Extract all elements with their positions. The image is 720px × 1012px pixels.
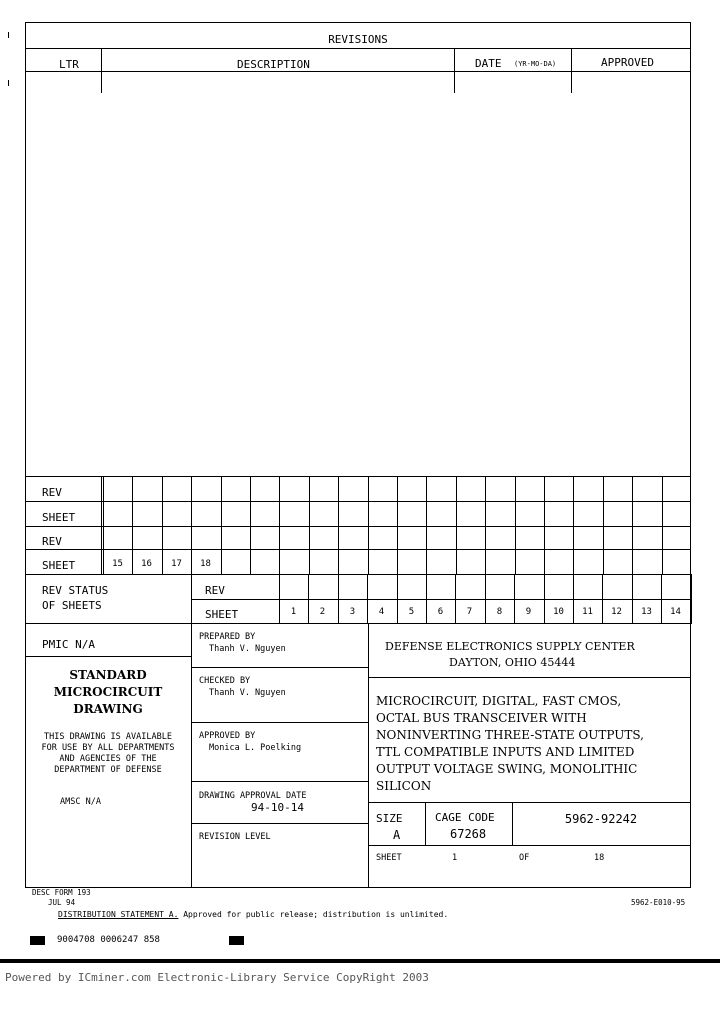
revisions-title: REVISIONS	[328, 33, 388, 46]
approval-date: 94-10-14	[251, 801, 304, 814]
col-date-format: (YR-MO-DA)	[514, 60, 557, 68]
title-line-5: OUTPUT VOLTAGE SWING, MONOLITHIC	[376, 762, 638, 776]
approved-label: APPROVED BY	[199, 731, 256, 741]
grid-line	[573, 476, 574, 574]
grid-line	[485, 476, 486, 574]
amsc: AMSC N/A	[60, 797, 101, 807]
grid-line	[632, 476, 633, 574]
sheet-number: 8	[496, 607, 503, 617]
sheet-number: 7	[466, 607, 473, 617]
sheet-number: 5	[408, 607, 415, 617]
grid-line	[515, 476, 516, 574]
sheet-number: 2	[319, 607, 326, 617]
cage-value: 67268	[450, 827, 487, 841]
grid-line	[309, 476, 310, 574]
sheet-number: 12	[611, 607, 622, 617]
col-approved: APPROVED	[601, 56, 654, 69]
col-description: DESCRIPTION	[237, 58, 310, 71]
sheet-number: 4	[378, 607, 385, 617]
grid-line	[603, 476, 604, 574]
microcircuit-title: MICROCIRCUIT	[53, 685, 163, 699]
size-label: SIZE	[376, 812, 403, 825]
powered-by: Powered by ICminer.com Electronic-Library Service CopyRight 2003	[5, 971, 429, 984]
grid-line	[221, 476, 222, 574]
sheet-number: 6	[437, 607, 444, 617]
grid-line	[691, 574, 692, 624]
barcode-block-right	[229, 936, 244, 945]
prepared-name: Thanh V. Nguyen	[209, 644, 286, 654]
drawing-number: 5962-92242	[564, 812, 638, 826]
sheet-number: 16	[141, 559, 152, 569]
grid-line	[279, 476, 280, 574]
of-sheets-label: OF SHEETS	[42, 599, 102, 612]
sheet-row-label: SHEET	[42, 511, 76, 524]
sheet-number: 1	[290, 607, 297, 617]
form-code: 5962-E010-95	[631, 898, 686, 907]
drawing-title: DRAWING	[73, 702, 143, 716]
rev-row-label: REV	[42, 535, 62, 548]
availability-line: FOR USE BY ALL DEPARTMENTS	[41, 743, 175, 753]
col-date: DATE	[475, 57, 502, 70]
sheet-number: 17	[171, 559, 182, 569]
sheet-total: 18	[594, 853, 605, 863]
rev-row-label: REV	[42, 486, 62, 499]
sheet-number: 11	[582, 607, 593, 617]
distribution-statement	[58, 910, 448, 919]
of-label: OF	[519, 853, 530, 863]
sheet-number: 14	[670, 607, 681, 617]
grid-line	[662, 476, 663, 574]
grid-line	[544, 476, 545, 574]
barcode-block-left	[30, 936, 45, 945]
availability-line: AND AGENCIES OF THE	[59, 754, 157, 764]
standard-title: STANDARD	[69, 668, 147, 682]
title-line-2: OCTAL BUS TRANSCEIVER WITH	[376, 711, 587, 725]
distribution-label: DISTRIBUTION STATEMENT A.	[58, 910, 179, 919]
distribution-text: Approved for public release; distribution is unlimited.	[178, 910, 449, 919]
grid-line	[456, 476, 457, 574]
grid-line	[426, 476, 427, 574]
approved-name: Monica L. Poelking	[209, 743, 302, 753]
revision-level-label: REVISION LEVEL	[199, 832, 271, 842]
cage-label: CAGE CODE	[435, 811, 495, 824]
grid-line	[250, 476, 251, 574]
checked-name: Thanh V. Nguyen	[209, 688, 286, 698]
sheet-row-label: SHEET	[205, 608, 239, 621]
sheet-label: SHEET	[376, 853, 402, 863]
rev-row-label: REV	[205, 584, 225, 597]
agency-name: DEFENSE ELECTRONICS SUPPLY CENTER	[385, 640, 635, 653]
sheet-number: 10	[553, 607, 564, 617]
sheet-value: 1	[452, 853, 458, 863]
size-value: A	[393, 828, 401, 842]
approval-date-label: DRAWING APPROVAL DATE	[199, 791, 307, 801]
sheet-number: 15	[112, 559, 123, 569]
rev-status-label: REV STATUS	[42, 584, 109, 597]
form-date: JUL 94	[48, 898, 76, 907]
barcode-text: 9004708 0006247 858	[57, 935, 160, 945]
sheet-number: 18	[200, 559, 211, 569]
agency-location: DAYTON, OHIO 45444	[449, 656, 576, 669]
availability-line: THIS DRAWING IS AVAILABLE	[44, 732, 172, 742]
divider-bar	[0, 959, 720, 963]
availability-line: DEPARTMENT OF DEFENSE	[54, 765, 162, 775]
checked-label: CHECKED BY	[199, 676, 251, 686]
sheet-row-label: SHEET	[42, 559, 76, 572]
grid-line	[101, 476, 102, 574]
sheet-number: 13	[641, 607, 652, 617]
grid-line	[368, 476, 369, 574]
margin-mark	[8, 32, 9, 38]
sheet-number: 9	[525, 607, 532, 617]
title-line-4: TTL COMPATIBLE INPUTS AND LIMITED	[376, 745, 635, 759]
pmic: PMIC N/A	[42, 638, 95, 651]
margin-mark	[8, 80, 9, 86]
title-line-6: SILICON	[376, 779, 432, 793]
title-line-3: NONINVERTING THREE-STATE OUTPUTS,	[376, 728, 644, 742]
form-number: DESC FORM 193	[32, 888, 91, 897]
prepared-label: PREPARED BY	[199, 632, 256, 642]
col-ltr: LTR	[59, 58, 79, 71]
sheet-number: 3	[349, 607, 356, 617]
grid-line	[338, 476, 339, 574]
title-line-1: MICROCIRCUIT, DIGITAL, FAST CMOS,	[376, 694, 622, 708]
grid-line	[397, 476, 398, 574]
